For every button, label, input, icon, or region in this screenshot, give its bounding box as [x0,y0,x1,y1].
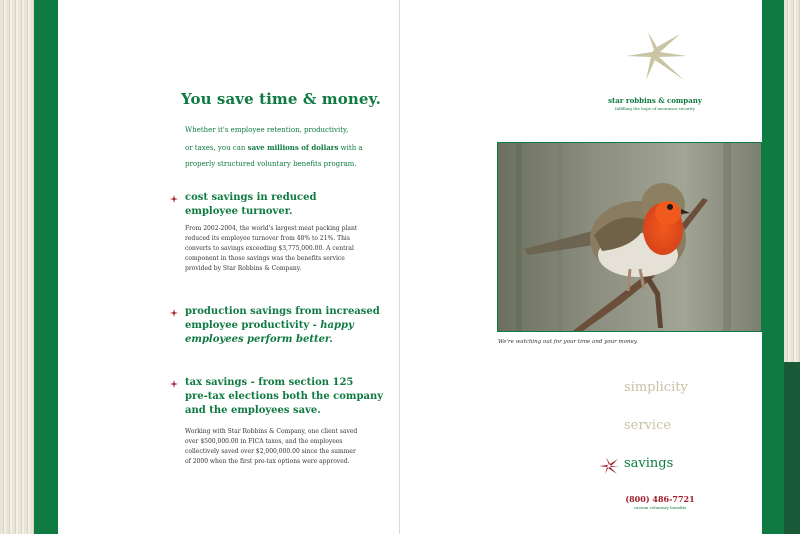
section-cost-heading-2: employee turnover. [185,206,293,217]
star-bullet-icon [170,309,178,317]
section-cost-body-2: reduced its employee turnover from 48% to 21%. This [185,235,350,242]
section-tax-body-3: collectively saved over $2,000,000.00 since the summer [185,448,356,455]
section-production-heading-1: production savings from increased [185,306,380,317]
section-cost-body-4: component in those savings was the benefits service [185,255,345,262]
section-tax-heading-3: and the employees save. [185,405,321,416]
star-bullet-icon [170,380,178,388]
star-logo-icon [624,30,688,82]
section-tax-heading-1: tax savings - from section 125 [185,377,354,388]
photo-caption: We're watching out for your time and your money. [498,339,638,345]
company-tagline: fulfilling the hope of insurance security [615,106,695,111]
star-bullet-icon [170,195,178,203]
word-simplicity: simplicity [624,380,688,395]
section-tax-body-4: of 2000 when the first pre-tax options were approved. [185,458,350,465]
left-green-band [34,0,58,534]
company-name: star robbins & company [608,96,702,105]
word-savings: savings [624,456,674,471]
phone-subtitle: custom voluntary benefits [633,505,687,510]
word-service: service [624,418,672,433]
section-tax-heading-2: pre-tax elections both the company [185,391,384,402]
right-edge-stripes [784,0,800,362]
section-cost-body-1: From 2002-2004, the world's largest meat packing plant [185,225,358,232]
section-production-heading-2: employee productivity - happy [185,320,354,331]
intro-emphasis: save millions of dollars [247,143,339,152]
star-accent-icon [599,457,619,474]
section-production-heading-3: employees perform better. [185,334,333,345]
right-green-band [762,0,784,534]
phone-number: (800) 486-7721 [625,494,695,504]
section-cost-body-5: provided by Star Robbins & Company. [185,265,302,272]
section-tax-body-2: over $500,000.00 in FICA taxes, and the employees [185,438,343,445]
section-tax-body-1: Working with Star Robbins & Company, one client saved [185,428,358,435]
page-spine [399,0,400,534]
page-headline: You save time & money. [181,90,381,108]
intro-line-3: properly structured voluntary benefits program. [185,160,357,168]
intro-line-2: or taxes, you can save millions of dollars with a [185,143,363,152]
robin-photo [497,142,762,332]
right-edge-dark-panel [784,362,800,534]
section-cost-heading-1: cost savings in reduced [185,192,317,203]
intro-line-1: Whether it's employee retention, productivity, [185,126,349,134]
section-cost-body-3: converts to savings exceeding $3,775,000.00. A central [185,245,354,252]
left-edge-stripes [0,0,34,534]
robin-illustration [498,143,762,332]
